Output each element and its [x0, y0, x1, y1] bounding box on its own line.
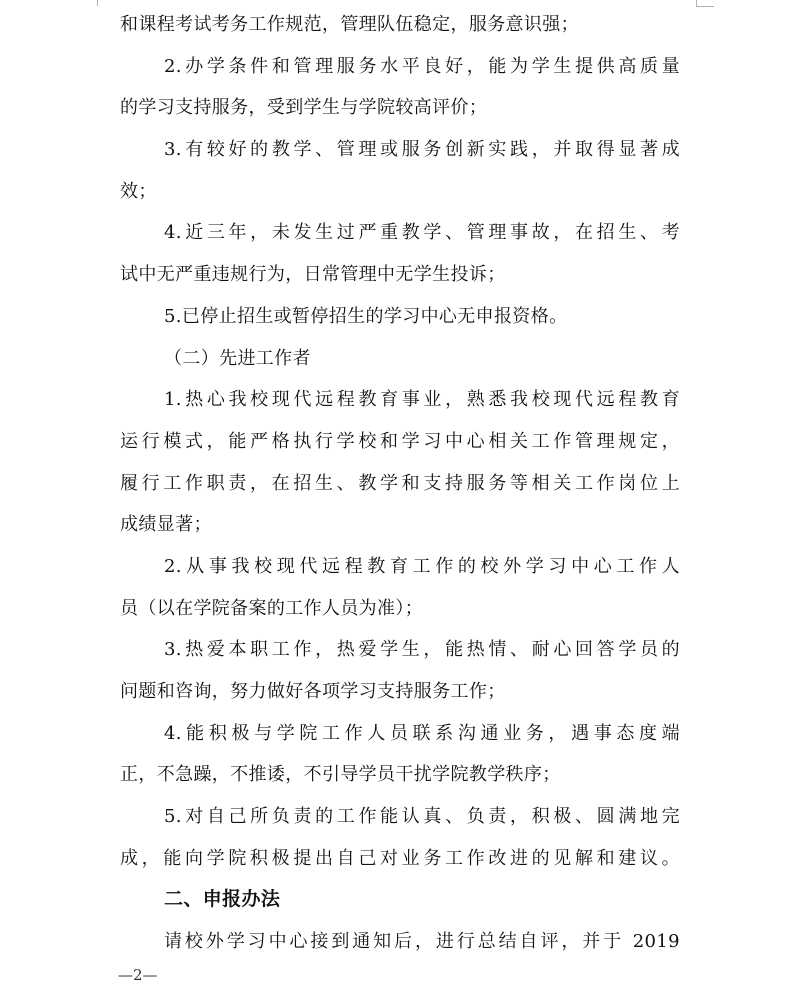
text-line: 成，能向学院积极提出自己对业务工作改进的见解和建议。	[120, 847, 680, 869]
section-subheading: （二）先进工作者	[164, 347, 311, 369]
text-line: 的学习支持服务，受到学生与学院较高评价；	[120, 97, 488, 119]
text-line: 问题和咨询，努力做好各项学习支持服务工作；	[120, 681, 506, 702]
crop-mark-top-left	[97, 0, 98, 6]
text-line: 3.有较好的教学、管理或服务创新实践，并取得显著成	[164, 139, 680, 161]
text-line: 试中无严重违规行为，日常管理中无学生投诉；	[120, 264, 506, 286]
text-line: 请校外学习中心接到通知后，进行总结自评，并于 2019	[164, 931, 680, 953]
text-line: 运行模式，能严格执行学校和学习中心相关工作管理规定，	[120, 430, 680, 452]
crop-mark-top-right-horizontal	[696, 6, 714, 7]
text-line: 效；	[120, 180, 157, 202]
text-line: 2.从事我校现代远程教育工作的校外学习中心工作人	[164, 555, 680, 577]
text-line: 4.近三年，未发生过严重教学、管理事故，在招生、考	[164, 222, 680, 244]
text-line: 5.已停止招生或暂停招生的学习中心无申报资格。	[164, 305, 568, 327]
text-line: 4.能积极与学院工作人员联系沟通业务，遇事态度端	[164, 722, 680, 744]
text-line: 1.热心我校现代远程教育事业，熟悉我校现代远程教育	[164, 389, 680, 411]
document-body	[120, 4, 680, 963]
page-number: —2—	[118, 966, 158, 984]
text-line: 2.办学条件和管理服务水平良好，能为学生提供高质量	[164, 55, 680, 77]
text-line: 正，不急躁，不推诿，不引导学员干扰学院教学秩序；	[120, 764, 561, 786]
text-line: 成绩显著；	[120, 514, 212, 536]
text-line: 员（以在学院备案的工作人员为准）；	[120, 597, 424, 619]
text-line: 和课程考试考务工作规范，管理队伍稳定，服务意识强；	[120, 14, 579, 35]
text-line: 3.热爱本职工作，热爱学生，能热情、耐心回答学员的	[164, 639, 680, 661]
section-heading: 二、申报办法	[164, 888, 281, 911]
text-line: 履行工作职责，在招生、教学和支持服务等相关工作岗位上	[120, 472, 680, 494]
text-line: 5.对自己所负责的工作能认真、负责，积极、圆满地完	[164, 806, 680, 828]
